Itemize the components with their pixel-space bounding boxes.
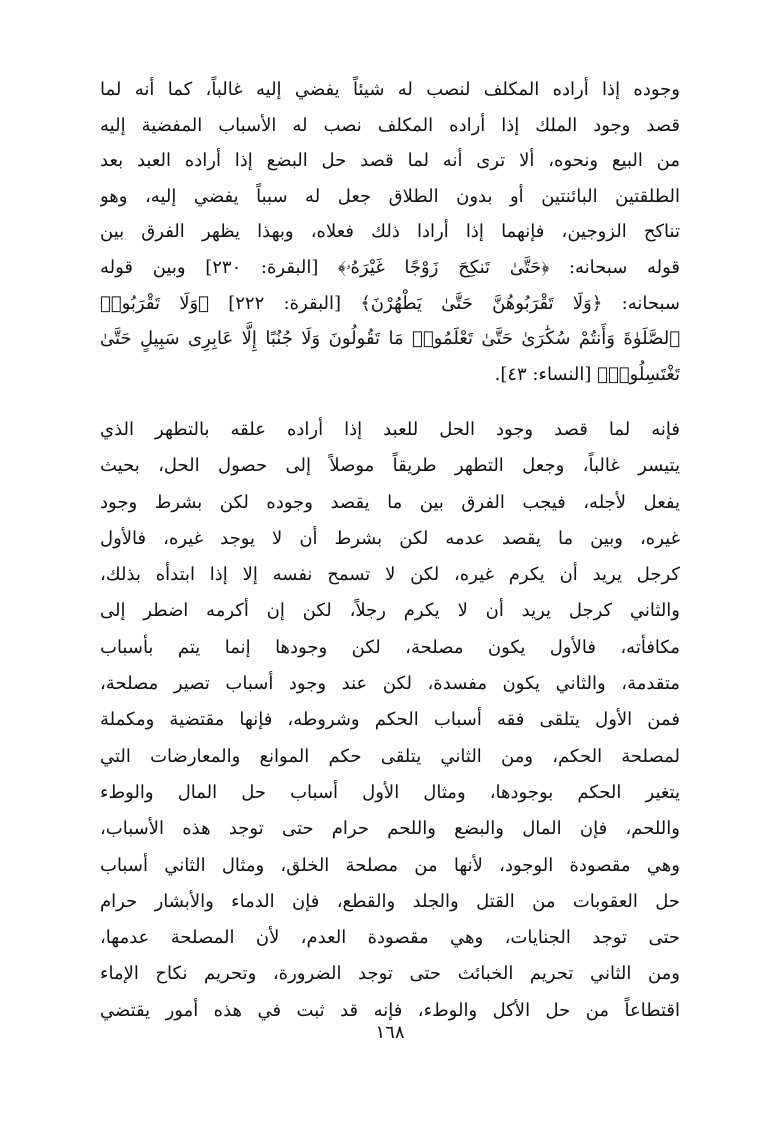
text-line: حل العقوبات من القتل والجلد والقطع، فإن الدماء والأبشار حرام [100,890,680,912]
text-line: واللحم، فإن المال والبضع واللحم حرام حتى توجد هذه الأسباب، [100,818,680,840]
text-line: يفعل لأجله، فيجب الفرق بين ما يقصد وجوده لكن بشرط وجود [100,491,680,513]
text-line: فإنه لما قصد وجود الحل للعبد إذا أراده علقه بالتطهر الذي [100,419,680,440]
text-line: اقتطاعاً من حل الأكل والوطء، فإنه قد ثبت في هذه أمور يقتضي [100,999,680,1021]
quran-verse-line: تَغْتَسِلُوا۟﴾ [النساء: ٤٣]. [494,363,680,385]
text-line: لمصلحة الحكم، ومن الثاني يتلقى حكم الموانع والمعارضات التي [100,745,680,767]
text-line: الطلقتين البائنتين أو بدون الطلاق جعل له سبباً يفضي إليه، وهو [100,185,680,207]
text-line: ومن الثاني تحريم الخبائث حتى توجد الضرورة، وتحريم نكاح الإماء [100,963,680,985]
quran-verse-line: سبحانه: ﴿وَلَا تَقْرَبُوهُنَّ حَتَّىٰ يَطْهُرْنَ﴾ [البقرة: ٢٢٢] ﴿وَلَا تَقْرَبُوا۟ [100,292,680,314]
text-line: تناكح الزوجين، فإنهما إذا أرادا ذلك فعلاه، وبهذا يظهر الفرق بين [100,221,680,243]
text-line: وجوده إذا أراده المكلف لنصب له شيئاً يفضي إليه غالباً، كما أنه لما [100,79,680,100]
text-line: غيره، وبين ما يقصد عدمه لكن بشرط أن لا يوجد غيره، فالأول [100,527,680,549]
paragraph-2 [100,412,680,1029]
quran-verse-line: ٱلصَّلَوٰةَ وَأَنتُمْ سُكَٰرَىٰ حَتَّىٰ تَعْلَمُوا۟ مَا تَقُولُونَ وَلَا جُنُبًا إِلَّا عَابِرِى سَبِيلٍ حَتَّىٰ [100,328,680,350]
text-line: يتيسر غالباً، وجعل التطهر طريقاً موصلاً إلى حصول الحل، بحيث [100,455,680,477]
text-line: قصد وجود الملك إذا أراده المكلف نصب له الأسباب المفضية إليه [100,114,680,136]
page-number: ١٦٨ [375,1022,405,1043]
text-line: من البيع ونحوه، ألا ترى أنه لما قصد حل البضع إذا أراده العبد بعد [100,150,680,172]
text-line: مكافأته، فالأول يكون مصلحة، لكن وجودها إنما يتم بأسباب [100,636,680,658]
text-line: كرجل يريد أن يكرم غيره، لكن لا تسمح نفسه إلا إذا ابتدأه بذلك، [100,564,680,586]
text-line: قوله سبحانه: ﴿حَتَّىٰ تَنكِحَ زَوْجًا غَيْرَهُۥ﴾ [البقرة: ٢٣٠] وبين قوله [100,256,680,278]
text-line: وهي مقصودة الوجود، لأنها من مصلحة الخلق، ومثال الثاني أسباب [100,854,680,876]
text-line: متقدمة، والثاني يكون مفسدة، لكن عند وجود أسباب تصير مصلحة، [100,673,680,695]
text-line: حتى توجد الجنايات، وهي مقصودة العدم، لأن المصلحة عدمها، [100,927,680,949]
text-line: فمن الأول يتلقى فقه أسباب الحكم وشروطه، فإنها مقتضية ومكملة [100,709,680,731]
text-line: يتغير الحكم بوجودها، ومثال الأول أسباب حل المال والوطء [100,781,680,803]
paragraph-1 [100,72,680,392]
text-line: والثاني كرجل يريد أن لا يكرم رجلاً، لكن إن أكرمه اضطر إلى [100,600,680,622]
